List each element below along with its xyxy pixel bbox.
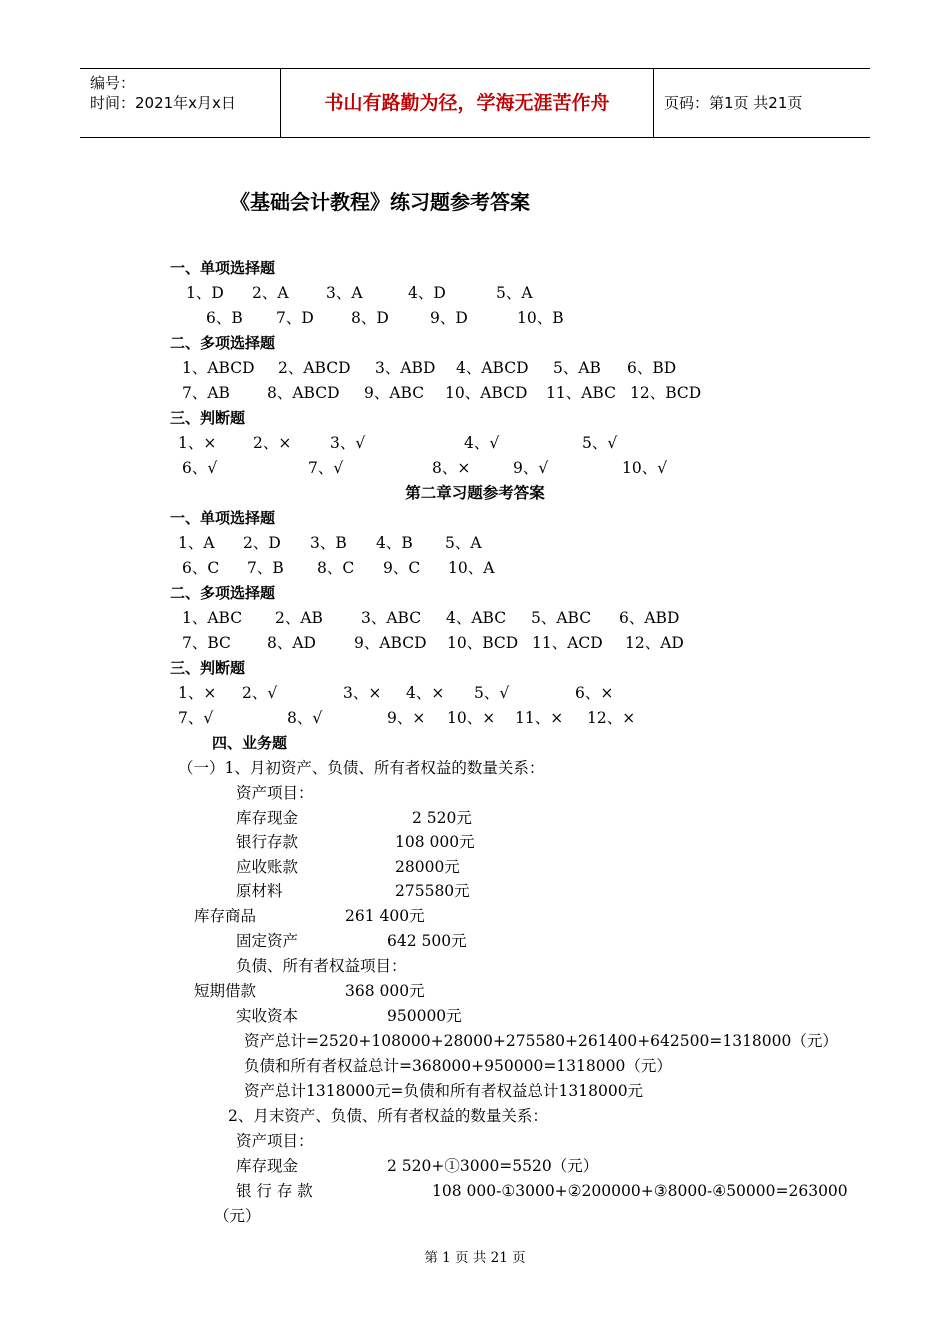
asset-value: 28000元 [395,858,460,876]
ch1-tf-answer: 10、√ [622,459,668,477]
ch2-sc-answer: 10、A [448,559,495,577]
ch2-sc-answer: 9、C [383,559,421,577]
ch2-mc-answer: 8、AD [267,634,316,652]
ch1-tf-answer: 7、√ [308,459,344,477]
ch1-mc-answer: 1、ABCD [182,359,255,377]
ch1-sc-answer: 3、A [326,284,363,302]
asset-total: 资产总计=2520+108000+28000+275580+261400+642500=1318000（元） [244,1032,838,1050]
ch2-single-choice-title: 一、单项选择题 [170,509,276,527]
ch2-tf-answer: 10、× [447,709,496,727]
date-label: 时间：2021年x月x日 [90,94,236,112]
asset-name: 库存现金 [236,809,299,827]
ch1-sc-answer: 4、D [408,284,446,302]
asset-value: 642 500元 [387,932,467,950]
ch1-sc-answer: 1、D [186,284,224,302]
code-label: 编号： [90,74,136,92]
ch2-mc-answer: 2、AB [275,609,323,627]
ch1-sc-answer: 8、D [351,309,389,327]
end-asset-value: 108 000-①3000+②200000+③8000-④50000=263000 [432,1182,848,1200]
ch1-tf-answer: 5、√ [582,434,618,452]
ch1-single-choice-title: 一、单项选择题 [170,259,276,277]
header-page-info: 页码：第1页 共21页 [664,94,803,112]
ch1-sc-answer: 6、B [206,309,243,327]
ch2-tf-answer: 11、× [515,709,564,727]
ch1-tf-answer: 1、× [178,434,217,452]
ch2-sc-answer: 7、B [247,559,284,577]
asset-name: 库存商品 [194,907,257,925]
ch1-sc-answer: 10、B [517,309,564,327]
end-asset-value: 2 520+①3000=5520（元） [387,1157,599,1175]
asset-name: 原材料 [236,882,283,900]
ch1-tf-answer: 8、× [432,459,471,477]
ch2-sc-answer: 2、D [243,534,281,552]
asset-value: 108 000元 [395,833,475,851]
liability-value: 950000元 [387,1007,462,1025]
asset-name: 应收账款 [236,858,299,876]
ch2-multi-choice-title: 二、多项选择题 [170,584,276,602]
asset-value: 275580元 [395,882,470,900]
q2-intro: 2、月末资产、负债、所有者权益的数量关系： [228,1107,548,1125]
ch2-mc-answer: 12、AD [625,634,684,652]
ch2-tf-answer: 7、√ [178,709,214,727]
ch2-sc-answer: 1、A [178,534,215,552]
ch1-tf-answer: 4、√ [464,434,500,452]
ch1-mc-answer: 7、AB [182,384,230,402]
ch1-mc-answer: 11、ABC [546,384,616,402]
ch2-sc-answer: 6、C [182,559,220,577]
ch2-tf-answer: 12、× [587,709,636,727]
asset-name: 银行存款 [236,833,299,851]
ch2-mc-answer: 4、ABC [446,609,507,627]
ch1-tf-answer: 9、√ [513,459,549,477]
liability-name: 实收资本 [236,1007,299,1025]
ch1-tf-answer: 3、√ [330,434,366,452]
ch2-sc-answer: 5、A [445,534,482,552]
page-footer: 第 1 页 共 21 页 [424,1250,526,1266]
ch1-multi-choice-title: 二、多项选择题 [170,334,276,352]
header-meta [80,69,281,137]
ch2-tf-answer: 1、× [178,684,217,702]
asset-label: 资产项目： [236,784,314,802]
chapter2-title: 第二章习题参考答案 [405,484,545,502]
ch1-tf-answer: 2、× [253,434,292,452]
asset-value: 261 400元 [345,907,425,925]
ch2-sc-answer: 3、B [310,534,347,552]
asset-name: 固定资产 [236,932,299,950]
page-header [80,68,870,138]
ch2-mc-answer: 6、ABD [619,609,680,627]
end-asset-name: 银 行 存 款 [236,1182,313,1200]
ch1-mc-answer: 9、ABC [364,384,425,402]
ch1-mc-answer: 2、ABCD [278,359,351,377]
liability-value: 368 000元 [345,982,425,1000]
doc-title: 《基础会计教程》练习题参考答案 [230,190,530,214]
ch1-mc-answer: 4、ABCD [456,359,529,377]
ch2-mc-answer: 10、BCD [447,634,519,652]
ch2-tf-answer: 5、√ [474,684,510,702]
asset-label: 资产项目： [236,1132,314,1150]
ch1-true-false-title: 三、判断题 [170,409,246,427]
ch2-mc-answer: 9、ABCD [354,634,427,652]
ch2-mc-answer: 11、ACD [532,634,603,652]
ch1-mc-answer: 12、BCD [630,384,702,402]
ch2-tf-answer: 4、× [406,684,445,702]
ch1-sc-answer: 9、D [430,309,468,327]
ch2-sc-answer: 4、B [376,534,413,552]
asset-value: 2 520元 [412,809,472,827]
ch2-business-title: 四、业务题 [212,734,288,752]
ch2-tf-answer: 9、× [387,709,426,727]
ch1-mc-answer: 3、ABD [375,359,436,377]
ch2-tf-answer: 2、√ [242,684,278,702]
header-motto: 书山有路勤为径，学海无涯苦作舟 [281,69,654,137]
end-asset-name: 库存现金 [236,1157,299,1175]
ch2-sc-answer: 8、C [317,559,355,577]
ch1-sc-answer: 5、A [496,284,533,302]
ch1-mc-answer: 10、ABCD [445,384,528,402]
ch1-sc-answer: 2、A [252,284,289,302]
ch2-mc-answer: 3、ABC [361,609,422,627]
q1-intro: （一）1、月初资产、负债、所有者权益的数量关系： [178,759,545,777]
liability-label: 负债、所有者权益项目： [236,957,407,975]
ch1-mc-answer: 8、ABCD [267,384,340,402]
liability-name: 短期借款 [194,982,257,1000]
ch2-tf-answer: 8、√ [287,709,323,727]
end-asset-unit: （元） [214,1207,261,1225]
ch2-mc-answer: 5、ABC [531,609,592,627]
ch2-true-false-title: 三、判断题 [170,659,246,677]
ch2-tf-answer: 6、× [575,684,614,702]
ch1-sc-answer: 7、D [276,309,314,327]
ch2-mc-answer: 1、ABC [182,609,243,627]
ch1-mc-answer: 6、BD [627,359,677,377]
ch2-tf-answer: 3、× [343,684,382,702]
liability-total: 负债和所有者权益总计=368000+950000=1318000（元） [244,1057,672,1075]
ch2-mc-answer: 7、BC [182,634,231,652]
ch1-tf-answer: 6、√ [182,459,218,477]
ch1-mc-answer: 5、AB [553,359,601,377]
balance-statement: 资产总计1318000元=负债和所有者权益总计1318000元 [244,1082,644,1100]
